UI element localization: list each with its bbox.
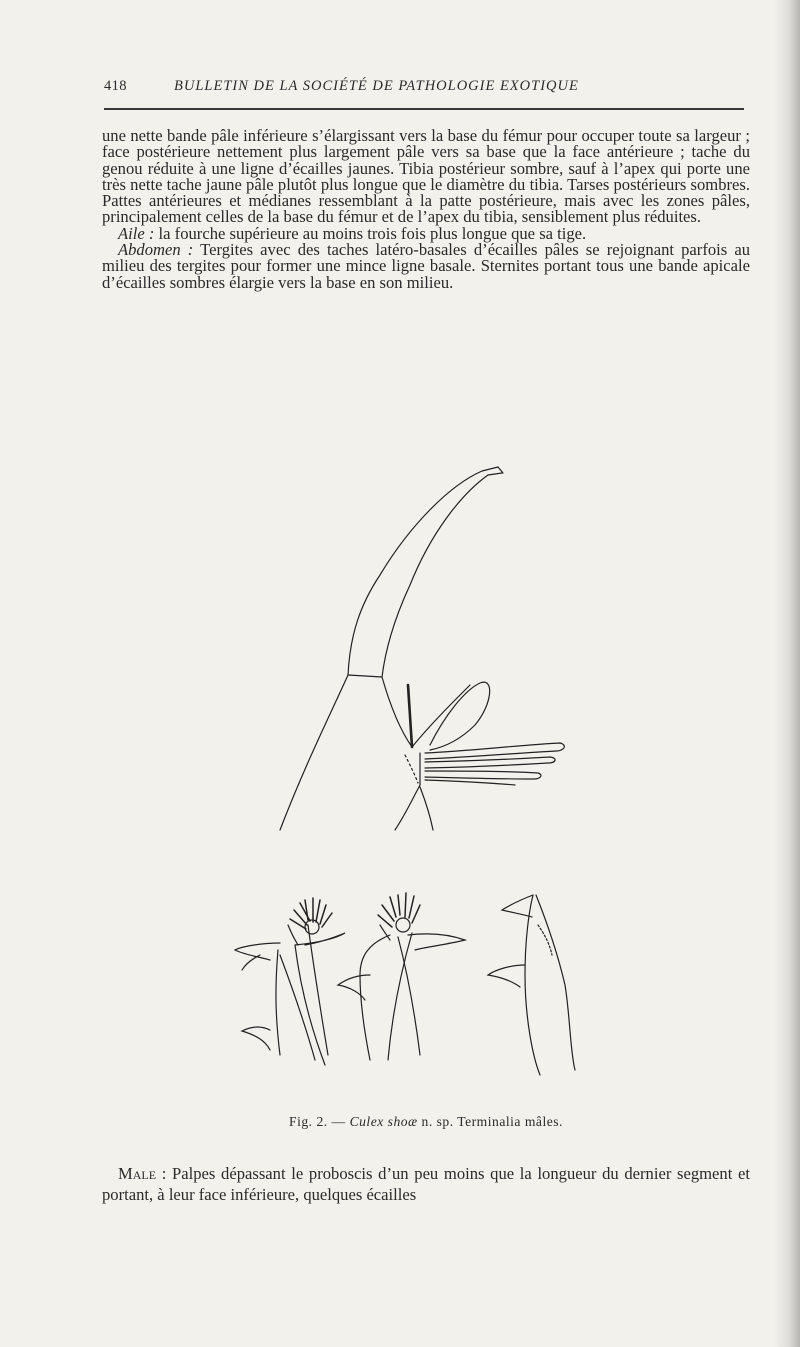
caption-prefix: Fig. 2. — (289, 1114, 350, 1129)
header-rule (104, 108, 744, 110)
abdomen-text: Tergites avec des taches latéro-basales d’écailles pâles se rejoignant parfois au milieu des tergites pour former une mince ligne basale. Sternites portant tous une bande apicale d’écailles sombres élargie vers la base en son milieu. (102, 240, 750, 292)
body-text (102, 128, 750, 291)
lower-right-structure-drawing (488, 895, 575, 1075)
caption-suffix: n. sp. Terminalia mâles. (417, 1114, 563, 1129)
caption-species: Culex shoæ (349, 1114, 418, 1129)
male-text: : Palpes dépassant le proboscis d’un peu moins que la longueur du dernier segment et portant, à leur face inférieure, quelques écailles (102, 1164, 750, 1204)
page-edge-shadow (774, 0, 800, 1347)
lower-middle-structure-drawing (338, 893, 465, 1060)
figure-terminalia (220, 455, 600, 1095)
page-header (104, 78, 744, 100)
wing-text: la fourche supérieure au moins trois fois plus longue que sa tige. (154, 223, 587, 243)
lower-left-structure-drawing (235, 898, 345, 1065)
wing-label: Aile : (118, 223, 155, 243)
figure-caption (102, 1114, 750, 1130)
running-title: BULLETIN DE LA SOCIÉTÉ DE PATHOLOGIE EXOTIQUE (174, 78, 579, 94)
bottom-text (102, 1163, 750, 1205)
male-label: Male (118, 1164, 157, 1183)
paragraph-legs: une nette bande pâle inférieure s’élargissant vers la base du fémur pour occuper toute sa largeur ; face postérieure nettement plus largement pâle vers sa base que la face antérieure ; tache du genou réduite à une ligne d’écailles jaunes. Tibia postérieur sombre, sauf à l’apex qui porte une très nette tache jaune pâle plutôt plus longue que le diamètre du tibia. Tarses postérieurs sombres. Pattes antérieures et médianes ressemblant à la patte postérieure, mais avec les zones pâles, principalement celles de la base du fémur et de l’apex du tibia, sensiblement plus réduites. (102, 126, 750, 227)
terminalia-drawing (220, 455, 600, 1095)
paragraph-abdomen (102, 242, 750, 291)
abdomen-label: Abdomen : (118, 240, 194, 260)
upper-structure-drawing (280, 467, 564, 830)
paragraph-male (102, 1163, 750, 1205)
page-number: 418 (104, 78, 127, 94)
